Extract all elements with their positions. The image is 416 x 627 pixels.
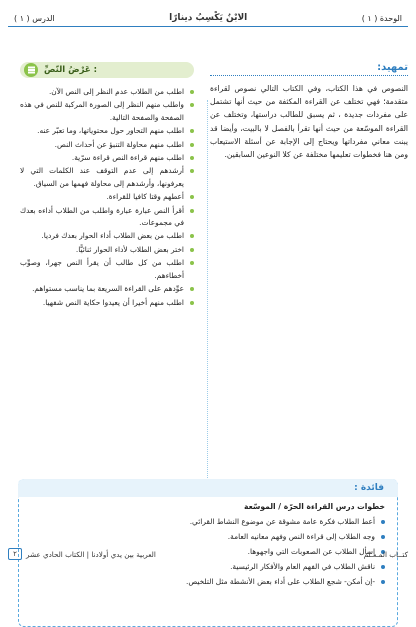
bullet-icon: [190, 195, 194, 199]
intro-paragraph: النصوص في هذا الكتاب، وفي الكتاب التالي نصوص لقراءة متقدمة؛ فهي تختلف عن القراءة المكثفة من حيث أنها تشتمل على مفردات جديدة ، ثم يسبق للطالب دراستها، وتختلف عن القراءة الموسّعة من حيث أنها تقرأ بالفصل لا بالبيت، وأيضا قد يبنت معاني مفرداتها ويحتاج إلى الإجابة عن أسئلة الاستيعاب ومن هنا فخطوات تعليمها مختلفة عن كلا النوعين السابقين.: [210, 84, 408, 160]
presentation-steps: [20, 86, 194, 309]
column-divider: [207, 100, 208, 480]
bullet-icon: [190, 287, 194, 291]
list-item: ناقش الطلاب في الفهم العام والأفكار الرئيسية.: [31, 559, 385, 574]
list-item: عوِّدهم على القراءة السريعة بما يناسب مستواهم.: [20, 283, 194, 295]
bullet-icon: [190, 103, 194, 107]
bullet-icon: [190, 301, 194, 305]
bullet-icon: [190, 261, 194, 265]
footer-series-title: العربية بين يدي أولادنا | الكتاب الحادي عشر: [26, 549, 156, 559]
list-item: أعط الطلاب فكرة عامة مشوقة عن موضوع النشاط القرائي.: [31, 514, 385, 529]
bullet-icon: [190, 156, 194, 160]
bullet-icon: [381, 580, 385, 584]
page-header: [8, 10, 408, 27]
bullet-icon: [381, 535, 385, 539]
list-item: اطلب منهم أخيرا أن يعيدوا حكاية النص شفهيا.: [20, 297, 194, 309]
list-item: اطلب منهم قراءة النص قراءة سرّية.: [20, 152, 194, 164]
list-item: اختر بعض الطلاب لأداء الحوار ثنائيًّا.: [20, 244, 194, 256]
intro-heading: [210, 62, 408, 76]
presentation-heading: [20, 62, 194, 78]
page-number: ٢: [8, 548, 22, 560]
bullet-icon: [190, 234, 194, 238]
benefit-subtitle: خطوات درس القراءة الحرّة / الموسّعة: [243, 502, 385, 511]
list-item: اسأل الطلاب عن الصعوبات التي واجهوها.: [31, 544, 385, 559]
bullet-icon: [381, 520, 385, 524]
list-item: اطلب من كل طالب أن يقرأ النص جهرا، وصوِّب أخطاءهم.: [20, 257, 194, 282]
list-item: أرشدهم إلى عدم التوقف عند الكلمات التي لا يعرفونها، وأرشدهم إلى محاولة فهمها من السياق.: [20, 165, 194, 190]
list-item: اطلب من الطلاب عدم النظر إلى النص الآن.: [20, 86, 194, 98]
lesson-title: الابْنُ يَكْسِبُ دينارًا: [169, 13, 248, 23]
bullet-icon: [381, 565, 385, 569]
list-item: اطلب منهم محاولة التنبؤ عن أحداث النص.: [20, 139, 194, 151]
bullet-icon: [190, 90, 194, 94]
list-item: أعطهم وقتا كافيا للقراءة.: [20, 191, 194, 203]
list-item: اطلب منهم التحاور حول محتوياتها، وما تعبّر عنه.: [20, 125, 194, 137]
bullet-icon: [190, 169, 194, 173]
benefit-title: فائدة :: [354, 483, 384, 493]
bullet-icon: [190, 143, 194, 147]
bullet-icon: [190, 129, 194, 133]
benefit-heading: [18, 479, 398, 497]
presentation-section: [20, 62, 194, 310]
footer-book-type: كتــاب المـعـلم: [363, 549, 408, 559]
bullet-icon: [190, 248, 194, 252]
menu-icon: [24, 63, 38, 77]
list-item: أقرأ النص عبارة عبارة واطلب من الطلاب أداءه بعدك في مجموعات.: [20, 205, 194, 230]
intro-section: [210, 62, 408, 161]
page-footer: [8, 545, 408, 563]
intro-title: تمهيد:: [377, 62, 408, 73]
footer-series: [8, 548, 156, 560]
bullet-icon: [190, 209, 194, 213]
lesson-label: الدرس ( ١ ): [14, 13, 55, 23]
list-item: -إن أمكن- شجع الطلاب على أداء بعض الأنشطة مثل التلخيص.: [31, 574, 385, 589]
presentation-title: عَرْضُ النّصِّ :: [44, 65, 98, 75]
list-item: اطلب من بعض الطلاب أداء الحوار بعدك فرديا.: [20, 230, 194, 242]
list-item: وجه الطلاب إلى قراءة النص وفهم معانيه العامة.: [31, 529, 385, 544]
list-item: واطلب منهم النظر إلى الصورة المركبة للنص في هذه الصفحة والصفحة التالية.: [20, 99, 194, 124]
unit-label: الوحدة ( ١ ): [361, 13, 402, 23]
